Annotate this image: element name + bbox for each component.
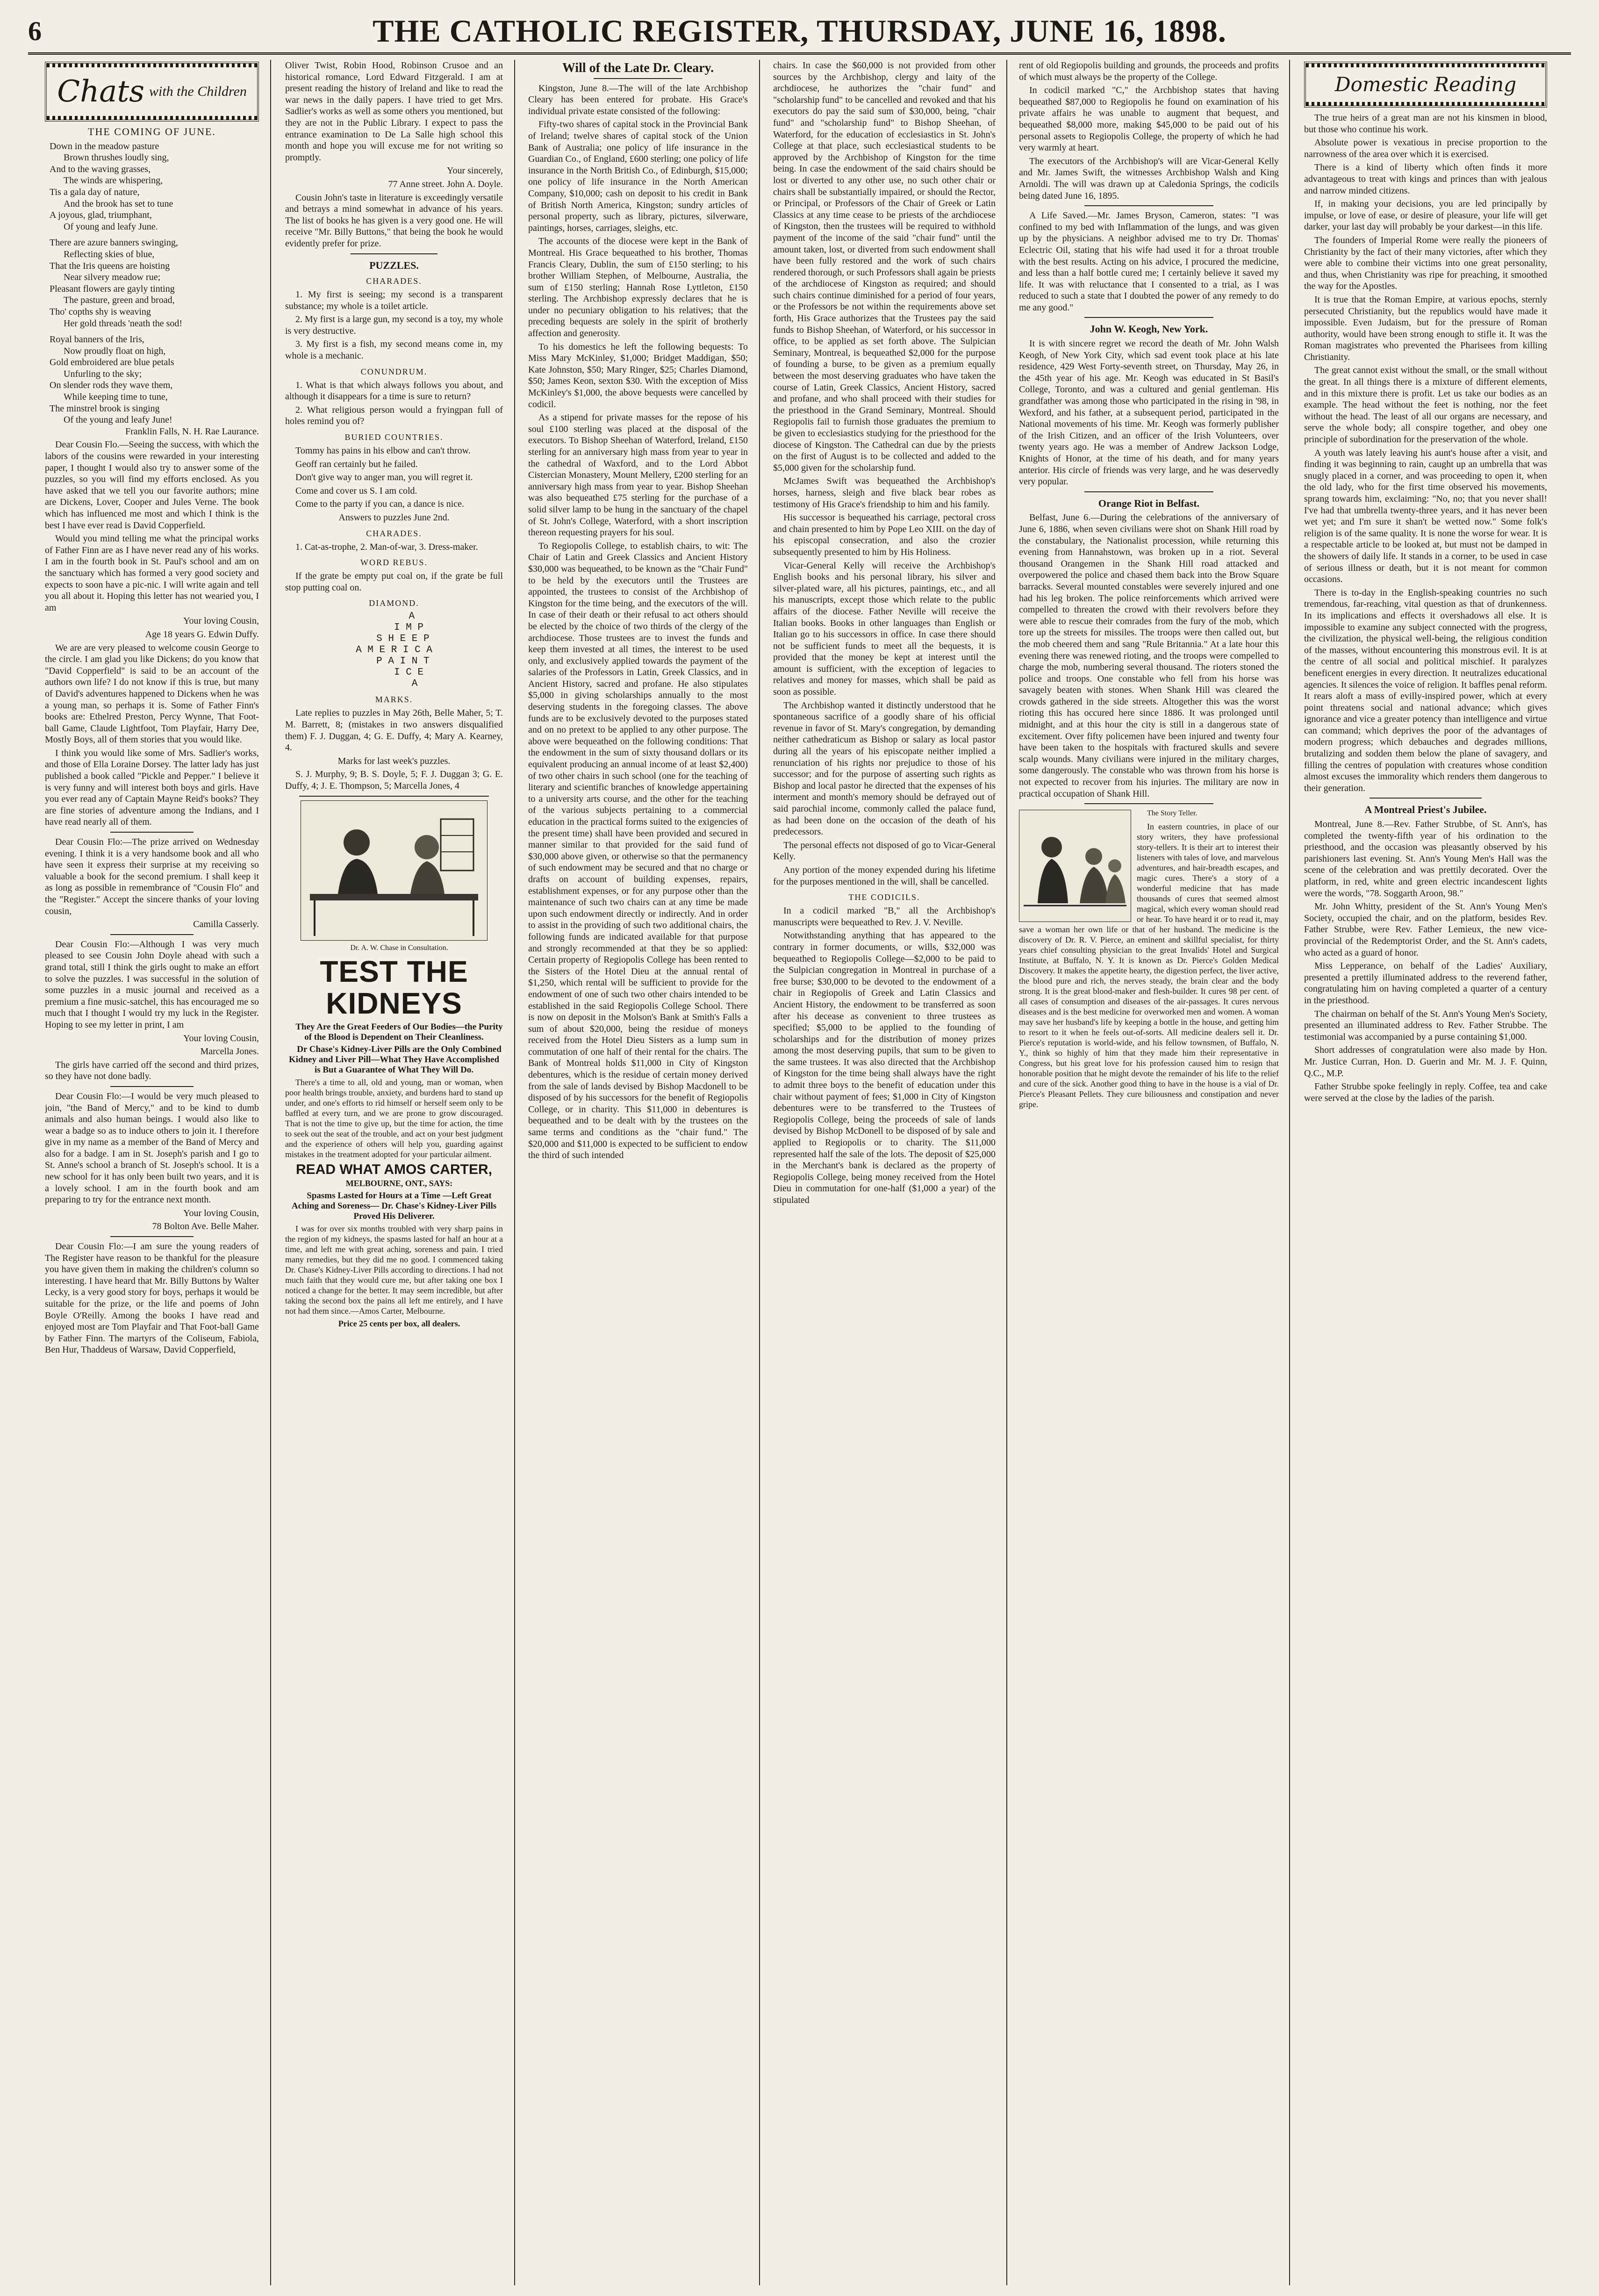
column-puzzles <box>285 60 503 2285</box>
poem-line: Brown thrushes loudly sing, <box>64 152 169 163</box>
divider <box>110 1236 194 1237</box>
article-paragraph: It is true that the Roman Empire, at various epochs, sternly persecuted Christianity, but the republics would have made it impossible. Even Judaism, but for the pressure of Roman authority, would have been strong enough to stifle it. It was the Roman magistrates who prevented the Pharisees from killing Christianity. <box>1304 294 1547 362</box>
article-paragraph: Vicar-General Kelly will receive the Archbishop's English books and his personal library, his silver and silver-plated ware, all his pictures, paintings, etc., and all his manuscripts, except those which relate to the public affairs of the diocese. Father Neville will receive the Italian books. Books in other languages than English or Italian go to his successors in office. In case there should not be sufficient funds to meet all the bequests, it is provided that the money be kept at interest until the amount is sufficient, with the exception of legacies to relatives and money for masses, which shall be paid as soon as possible. <box>773 560 996 698</box>
signature: Camilla Casserly. <box>193 919 259 930</box>
chats-header-small: with the Children <box>149 84 247 99</box>
signature: Age 18 years G. Edwin Duffy. <box>145 629 259 640</box>
article-paragraph: The executors of the Archbishop's will are Vicar-General Kelly and Mr. James Swift, the witnesses Archbishop Walsh and King Arnoldi. The will was drawn up at Caledonia Springs, the codicils being dated June 16, 1895. <box>1019 156 1279 201</box>
article-paragraph: In a codicil marked "B," all the Archbishop's manuscripts were bequeathed to Rev. J. V. Neville. <box>773 906 996 928</box>
column-rule <box>270 60 271 2285</box>
article-paragraph: His successor is bequeathed his carriage, pectoral cross and chain presented to him by Pope Leo XIII. on the day of his episcopal consecration, and also the crozier subsequently presented to him by His Holiness. <box>773 512 996 557</box>
ad-testimonial-head: READ WHAT AMOS CARTER, <box>296 1162 492 1178</box>
article-paragraph: To his domestics he left the following bequests: To Miss Mary McKinley, $1,000; Bridget Maddigan, $50; Kate Johnston, $50; Mary Ringer, $25; Charles Diamond, $50; James Keon, sexton $30. With the exception of Miss McKinley's $1,000, the above bequests were cancelled by codicil. <box>528 341 748 410</box>
article-paragraph: The great cannot exist without the small, or the small without the great. In all things there is a mixture of different elements, and in this mixture there is profit. Let us take our bodies as an example. The head without the feet is nothing, nor the feet without the head. The least of all our organs are necessary, and serve the whole body; all conspire together, and obey one principle of subordination for the preservation of the whole. <box>1304 365 1547 445</box>
article-paragraph: The founders of Imperial Rome were really the pioneers of Christianity by the fact of their many victories, after which they were able to combine their victims into one great personality, and thus, when Christianity was ripe for preaching, it smoothed the way for the Apostles. <box>1304 235 1547 292</box>
poem-line: On slender rods they wave them, <box>50 380 173 391</box>
column-will-continued <box>773 60 996 2285</box>
article-paragraph: McJames Swift was bequeathed the Archbishop's horses, harness, sleigh and five black bear robes as testimony of His Grace's friendship to him and his family. <box>773 476 996 510</box>
orange-riot-title: Orange Riot in Belfast. <box>1098 497 1200 509</box>
marks-last: S. J. Murphy, 9; B. S. Doyle, 5; F. J. Duggan 3; G. E. Duffy, 4; J. E. Thompson, 5; Marcella Jones, 4 <box>285 769 503 791</box>
puzzle-item: Come to the party if you can, a dance is nice. <box>295 499 464 510</box>
poem-line: Royal banners of the Iris, <box>50 334 144 345</box>
poem-line: Reflecting skies of blue, <box>64 249 155 259</box>
conundrum-title: CONUNDRUM. <box>360 367 428 376</box>
puzzle-item: 1. My first is seeing; my second is a transparent substance; my whole is a toilet article. <box>285 289 503 311</box>
diamond-puzzle: A I M P S H E E P A M E R I C A P A I N T I C E A <box>356 611 432 690</box>
article-paragraph: There is a kind of liberty which often finds it more advantageous to treat with kings and princes than with jealous and narrow minded citizens. <box>1304 162 1547 196</box>
column-chats-with-children <box>45 60 259 2285</box>
ad-subhead: Spasms Lasted for Hours at a Time —Left Great Aching and Soreness— Dr. Chase's Kidney-Liver Pills Proved His Deliverer. <box>291 1191 497 1222</box>
signature: Your loving Cousin, <box>183 1208 259 1218</box>
obituary: It is with sincere regret we record the death of Mr. John Walsh Keogh, of New York City, which sad event took place at his late residence, 429 West Forty-seventh street, on Thursday, May 26, in the 45th year of his age. Mr. Keogh was educated in St Basil's College, Toronto, and was a cultured and genial gentleman. His grandfather was among those who participated in the rising in '98, in Wexford, and his father, at a subsequent period, participated in the National movements of his time. Mr. Keogh was formerly publisher of the Irish Citizen, and an officer of the Irish Volunteers, over twenty years ago. He was a member of Andrew Jackson Lodge, Knights of Honor, at the time of his death, and for many years anterior. His circle of friends was very large, and he was deservedly very popular. <box>1019 338 1279 487</box>
column-rule <box>1006 60 1007 2285</box>
ad-headline: TEST THE KIDNEYS <box>320 955 468 1021</box>
ad-testimonial-location: MELBOURNE, ONT., SAYS: <box>345 1178 453 1188</box>
letter: Dear Cousin Flo:—Although I was very much pleased to see Cousin John Doyle ahead with such a grand total, still I think the girls ought to make an effort to solve the puzzles. I was successful in the solution of some puzzles in a music journal and received as a premium a fine music-satchel, this has encouraged me so much that I thought I would try my luck in the Register. Hoping to see my letter in print, I am <box>45 939 259 1030</box>
article-paragraph: Miss Lepperance, on behalf of the Ladies' Auxiliary, presented a prettily illuminated address to the reverend father, congratulating him on having completed a quarter of a century in the priesthood. <box>1304 961 1547 1006</box>
ad-testimonial-body: I was for over six months troubled with very sharp pains in the region of my kidneys, the spasms lasted for half an hour at a time, and left me with great aching, soreness and pain. I tried many remedies, but they did me no good. I commenced taking Dr. Chase's Kidney-Liver Pills according to directions. I had not much faith that they would cure me, but after taking one box I noticed a change for the better. It may seem incredible, but after taking the second box the pains all left me entirely, and I have not had them since.—Amos Carter, Melbourne. <box>285 1224 503 1316</box>
article-paragraph: Mr. John Whitty, president of the St. Ann's Young Men's Society, occupied the chair, and on the platform, besides Rev. Father Strubbe, were Rev. Father Lemieux, the new vice-provincial of the Redemptorist Order, and the St. Ann's cadets, who acted as a guard of honor. <box>1304 901 1547 958</box>
column-rule <box>514 60 515 2285</box>
article-paragraph: chairs. In case the $60,000 is not provided from other sources by the Archbishop, clergy and laity of the archdiocese, he authorizes the "chair fund" and "scholarship fund" to be cancelled and revoked and that his executors do pay the said sum of $30,000, being, "chair fund" and "scholarship fund" to Bishop Sheehan, of Waterford, for the education of ecclesiastics in St. John's College at that place, such ecclesiastical students to be approved by the Archbishop of Kingston for the time being. In case the endowment of the said chairs should be lost or diverted to any other use, no such other chair or chairs shall be substantially impaired, or should the Rector, or Principal, or Professors of the Chair of Greek or Latin Classics at any time cease to be priests of the archdiocese of Kingston, then the trustees will be required to withhold payment of the income of the said "chair fund" until the amount taken, lost, or diverted from such endowment shall have been fully restored and the work of such chairs rendered thorough, or such Professors shall again be priests of the archdiocese of Kingston as required; and should such chairs continue diminished for a period of four years, or the Professors be not within the requirements above set forth, His Grace authorizes that the Trustees pay the said funds to Bishop Sheehan, of Waterford, or his successor in office, to be applied as set forth above. The Sulpician Seminary, Montreal, is bequeathed $2,000 for the purpose of founding a burse, to be given as a premium equally between the most deserving graduates who have taken the course of Latin, Greek Classics, Ancient History, sacred and profane, and who shall proceed with their studies for the priesthood in the Grand Seminary, Montreal. Should Regiopolis fail to furnish those graduates the premium to be given to ecclesiastics studying for the priesthood for the diocese of Kingston. The Cathedral can due by the priests on the first of August is to be collected and added to the $5,000 given for the scholarship fund. <box>773 60 996 473</box>
divider <box>594 78 682 79</box>
answers-charades-title: CHARADES. <box>366 528 422 538</box>
article-paragraph: The true heirs of a great man are not his kinsmen in blood, but those who continue his work. <box>1304 113 1547 135</box>
signature: Marcella Jones. <box>200 1046 259 1057</box>
chats-header-big: Chats <box>57 74 144 109</box>
story-teller-caption: The Story Teller. <box>1147 809 1197 818</box>
divider <box>1084 317 1213 318</box>
puzzle-item: Come and cover us S. I am cold. <box>295 485 417 496</box>
puzzle-item: Geoff ran certainly but he failed. <box>295 459 418 469</box>
article-paragraph: The personal effects not disposed of go to Vicar-General Kelly. <box>773 840 996 862</box>
poem-line: Her gold threads 'neath the sod! <box>64 318 183 329</box>
poem-line: And the brook has set to tune <box>64 198 173 209</box>
divider <box>110 832 194 833</box>
puzzle-item: 3. My first is a fish, my second means come in, my whole is a mechanic. <box>285 339 503 361</box>
divider <box>1370 798 1482 799</box>
article-paragraph: Absolute power is vexatious in precise proportion to the narrowness of the area over which it is exercised. <box>1304 137 1547 159</box>
signature: Your loving Cousin, <box>183 616 259 626</box>
diamond-title: DIAMOND. <box>369 598 419 608</box>
letter: I think you would like some of Mrs. Sadlier's works, and those of Ella Loraine Dorsey. The latter lady has just published a book called "Pickle and Pepper." I believe it is very funny and will interest both boys and girls. Have you ever read any of Captain Mayne Reid's books? They are fine stories of adventure among the Indians, and I have read nearly all of them. <box>45 748 259 828</box>
buried-countries-title: BURIED COUNTRIES. <box>344 432 444 442</box>
doctor-illustration <box>301 800 488 941</box>
ad-price: Price 25 cents per box, all dealers. <box>338 1319 460 1329</box>
orange-riot-article: Belfast, June 6.—During the celebrations of the anniversary of June 6, 1886, when seven civilians were shot on Shank Hill road by the constabulary, the Nationalist procession, while returning this evening from Hannahstown, was broken up in a riot. Several thousand Orangemen in the Shank Hill road attacked and overpowered the police and chased them back into the Brow Square barracks. Several mounted constables were severely injured and one had his leg broken. The police reinforcements which arrived were compelled to threaten the crowd with their revolvers before they were able to rescue their comrades from the fury of the mob, which tore up the streets for missiles. The troops were then called out, but the mob cheered them and sang "Rule Britannia." At a late hour this evening there was renewed rioting, and the troops were compelled to charge the mob, numbering several thousand. The rioters stoned the police and troops. One constable who fell from his horse was savagely beaten with stones. When Shank Hill was cleared the crowds gathered in the side streets. Altogether this was the worst rioting this has occured here since 1886. It was prolonged until midnight, and at this hour the city is still in a dangerous state of excitement. Over fifty policemen have been injured and twenty four have been taken to the hospitals with fractured skulls and severe scalp wounds. Many civilians were injured in the military charges, some dangerously. The constable who was thrown from his horse is not expected to recover from his injuries. The military are now in practical occupation of Shank Hill. <box>1019 512 1279 799</box>
column-rule <box>1289 60 1290 2285</box>
story-teller-illustration <box>1019 810 1131 922</box>
letter: Dear Cousin Flo:—I would be very much pleased to join, "the Band of Mercy," and to be kind to dumb animals and also human beings. I would also like to wear a badge so as to induce others to join it. I therefore give in my name as a member of the Band of Mercy and also for a badge. I am in St. Joseph's parish and I go to St. Anne's school a branch of St. Joseph's school. It is a new school for it has only been built two years, and it is a lovely school. I am in the fourth book and am preparing to try for the entrance next month. <box>45 1091 259 1205</box>
marks-last-title: Marks for last week's puzzles. <box>337 756 451 766</box>
article-paragraph: The chairman on behalf of the St. Ann's Young Men's Society, presented an illuminated address to Rev. Father Strubbe. The testimonial was accompanied by a purse containing $1,000. <box>1304 1008 1547 1042</box>
codicils-title: THE CODICILS. <box>848 892 920 902</box>
divider <box>1084 803 1213 804</box>
poem-line: Tis a gala day of nature, <box>50 187 140 197</box>
letter: Would you mind telling me what the principal works of Father Finn are as I have never read any of his works. I am in the fourth book in St. Paul's school and am on the sanctuary which has formed a very good society and expects to soon have a pic-nic. I will write again and tell you all about it. Hoping this letter has not wearied you, I am <box>45 533 259 613</box>
divider <box>110 934 194 935</box>
domestic-reading-title: Domestic Reading <box>1334 72 1517 96</box>
divider <box>1084 205 1213 206</box>
poem-line: Tho' copths shy is weaving <box>50 306 151 317</box>
poem-line: Pleasant flowers are gayly tinting <box>50 283 175 294</box>
article-paragraph: Any portion of the money expended during his lifetime for the purposes mentioned in the will, shall be cancelled. <box>773 864 996 887</box>
column-domestic-reading <box>1304 60 1547 2285</box>
signature: 78 Bolton Ave. Belle Maher. <box>152 1221 259 1232</box>
poem-line: Of young and leafy June. <box>64 221 158 232</box>
puzzle-item: Tommy has pains in his elbow and can't throw. <box>295 446 471 456</box>
article-paragraph: There is to-day in the English-speaking countries no such tremendous, far-reaching, vital question as that of drunkenness. In its implications and effects it overshadows all else. It is impossible to examine any subject connected with the progress, the civilization, the physical well-being, the religious condition of the masses, without encountering this monstrous evil. It is at the centre of all social and political mischief. It paralyzes beneficent energies in every direction. It neutralizes educational agencies. It silences the voice of religion. It baffles penal reform. It rears aloft a mass of evilly-inspired power, which at every point threatens social and national advance; which gives ignorance and vice a greater potency than intelligence and virtue can command; which deprives the poor of the advantages of modern progress; which debauches and degrades millions, brutalizing and sodden them below the plane of savagery, and filling the centres of population with creatures whose condition almost excuses the immorality which renders them dangerous to their generation. <box>1304 587 1547 793</box>
column-rule <box>759 60 760 2285</box>
divider <box>1084 491 1213 492</box>
letter: Dear Cousin Flo.—Seeing the success, with which the labors of the cousins were rewarded in your interesting paper, I thought I would also try to answer some of the puzzles, so you will find my efforts enclosed. As you have asked that we tell you our favorite authors; mine are Dickens, Lover, Cooper and Jules Verne. The book which has influenced me most and which I think is the best I have ever read is David Copperfield. <box>45 439 259 531</box>
poem-line: The minstrel brook is singing <box>50 403 160 414</box>
article-paragraph: Kingston, June 8.—The will of the late Archbishop Cleary has been entered for probate. His Grace's individual private estate consisted of the following: <box>528 83 748 116</box>
article-paragraph: To Regiopolis College, to establish chairs, to wit: The Chair of Latin and Greek Classics and Ancient History $30,000 was bequeathed, to be known as the "Chair Fund" to be held by the executors until the Trustees are appointed, the trustees to consist of the Archbishop of Kingston for the time being, and the executors of the will. In case of their death or their refusal to act others should be elected by the choice of two thirds of the clergy of the archdiocese. Those trustees are to invest the funds and keep them invested at all times, the interest to be used only, and exclusively applied towards the payment of the salaries of the Professors in Latin, Greek Classics, and in Ancient History, sacred and profane. He also stipulates $5,000 in giving scholarships annually to the most deserving students in the foregoing classes. The above funds are to be exclusively devoted to the purposes stated and on no pretext to be applied to any other purpose. The above were bequeathed on the following conditions: That the endowment in the sum of sixty thousand dollars or its equivalent producing an annual income of at least $2,400) of two other chairs in such school (one for the teaching of literary and scientific branches of knowledge appertaining to a university arts course, and the other for the teaching of the various subjects pertaining to a commercial education in the practical forms suited to the exigencies of the present time) shall have been provided and secured in manner similar to that provided for the said fund of $30,000 above given, or otherwise so that the permanency of such endowment may be secured and that no charge or drafts on account of building expenses, repairs, establishment expenses, or for any purpose other than the maintenance of such two chairs can at any time be made upon such endowment directly or indirectly. And in order to assist in the providing of such two additional chairs, the following funds are indicated available for that purpose and strongly recommended at that they be so applied: Certain property of Regiopolis College has been rented to the Sisters of the Hotel Dieu at the annual rental of $1,250, which rental will be sufficient to provide for the endowment of one of such two other chairs intended to be established in the said Regiopolis College School. There is now on deposit in the Molson's Bank at Smith's Falls a sum of about $20,000, being the residue of moneys received from the Hotel Dieu Sisters as a lump sum in commutation of one half of their rental for the chairs. The Bank of Montreal holds $11,000 in City of Kingston debentures, which is the residue of certain money derived from the sale of lands devised by Bishop Macdonell to be disposed of by his successors for the benefit of Regiopolis College, or in charity. This $11,000 in debentures is bequeathed and to be dealt with by the trustees on the same terms and conditions as the "chair fund." The $20,000 and $11,000 is expected to be sufficient to endow the third of such intended <box>528 540 748 1161</box>
word-rebus-title: WORD REBUS. <box>360 558 428 568</box>
editor-reply: Cousin John's taste in literature is exceedingly versatile and betrays a mind somewhat in advance of his years. The list of books he has given is a very good one. He will receive "Mr. Billy Buttons," that being the book he would evidently prefer for prize. <box>285 192 503 249</box>
keogh-title: John W. Keogh, New York. <box>1090 323 1208 335</box>
illustration-caption: Dr. A. W. Chase in Consultation. <box>350 943 448 952</box>
puzzles-title: PUZZLES. <box>369 259 419 271</box>
answers-title: Answers to puzzles June 2nd. <box>338 512 450 523</box>
letter: The girls have carried off the second and third prizes, so they have not done badly. <box>45 1059 259 1082</box>
article-paragraph: In codicil marked "C," the Archbishop states that having bequeathed $87,000 to Regiopolis he found on examination of his private affairs he was unable to augment that bequest, and bequeathed $8,000 more, making $45,000 to be paid out of his personal assets to Regiopolis College, the property of which he had very warmly at heart. <box>1019 85 1279 153</box>
divider <box>351 253 437 254</box>
letter: Dear Cousin Flo:—I am sure the young readers of The Register have reason to be thankful for the pleasure you have given them in making the children's column so interesting. I have heard that Mr. Billy Buttons by Walter Lecky, is a very good story for boys, perhaps it would be suitable for the prize, or the life and poems of John Boyle O'Reilly. Among the books I have read and enjoyed most are Tom Playfair and That Foot-ball Game by Father Finn. The martyrs of the Coliseum, Fabiola, Ben Hur, Thaddeus of Warsaw, David Copperfield, <box>45 1241 259 1355</box>
article-paragraph: The Archbishop wanted it distinctly understood that he spontaneous sacrifice of a goodly share of his official revenue in favor of St. Mary's congregation, by demanding neither cathedraticum as Bishop or salary as local pastor during all the years of his episcopate neither implied a renunciation of his rights nor prejudice to those of his successor; and for the purpose of asserting such rights as Bishop and local pastor he directed that the expenses of his interment and month's memory should be defrayed out of said parochial income, commonly called the palace fund, as had been done on the occasion of the death of his predecessors. <box>773 700 996 837</box>
page-number: 6 <box>28 15 42 46</box>
marks: Late replies to puzzles in May 26th, Belle Maher, 5; T. M. Barrett, 8; (mistakes in two answers disqualified them) F. J. Duggan, 4; G. E. Duffy, 4; Mary A. Kearney, 4. <box>285 708 503 753</box>
column-will-of-dr-cleary <box>528 60 748 2285</box>
letter-continued: Oliver Twist, Robin Hood, Robinson Crusoe and an historical romance, Lord Edward Fitzgerald. I am at present reading the history of Ireland and like to read the war news in the daily papers. I have tried to get Mrs. Sadlier's works as well as some others you mentioned, but they are not in the Public Library. I expect to pass the entrance examination to De La Salle high school this month and hope you will excuse me for not writing so promptly. <box>285 60 503 163</box>
poem-line: The pasture, green and broad, <box>64 295 175 306</box>
poem-line: Unfurling to the sky; <box>64 368 142 379</box>
ad-subhead: They Are the Great Feeders of Our Bodies—the Purity of the Blood is Dependent on Their Cleanliness. <box>295 1022 503 1043</box>
letter: Dear Cousin Flo:—The prize arrived on Wednesday evening. I think it is a very handsome book and all who have seen it express their surprise at my receiving so valuable a book for the second premium. I shall keep it as long as possible in remembrance of "Cousin Flo" and the "Register." Accept the sincere thanks of your loving cousin, <box>45 837 259 916</box>
word-rebus: If the grate be empty put coal on, if the grate be full stop putting coal on. <box>285 571 503 593</box>
divider <box>299 796 489 797</box>
article-paragraph: Notwithstanding anything that has appeared to the contrary in former documents, or wills, $32,000 was bequeathed to Regiopolis College—$2,000 to be paid to the Sulpician congregation in Montreal in purchase of a free burse; $30,000 to be devoted to the endowment of a chair in Regiopolis of Greek and Latin Classics and Ancient History, the endowment to be transferred as soon after his decease as convenient to three trustees as specified; $5,000 to be applied to the founding of scholarships and for the distribution of money prizes among the most deserving pupils, that sum to be given to the same trustees. It was also directed that the Archbishop of Kingston for the time being shall always have the right to admit three boys to the benefit of education under this chair without payment of fees; $1,000 in City of Kingston debentures were to be transferred to the Trustees of Regiopolis College, being the proceeds of sale of lands devised by Bishop McDonell to be disposed of by sale and applied to Regiopolis or to charity. The $11,000 represented half the sale of the lots. The deposit of $25,000 in the Merchant's bank is declared as the property of Regiopolis College, being money received from the Hotel Dieu in commutation for one-half ($1,000 a year) of the stipulated <box>773 930 996 1205</box>
poem-title: THE COMING OF JUNE. <box>88 126 216 137</box>
ad-body: There's a time to all, old and young, man or woman, when poor health brings trouble, anxiety, and burdens hard to stand up under, and one's efforts to rid himself or herself seem only to be baffled at every turn, and we are prone to grow discouraged. That is not the time to give up, but the time for action, the time to seek out the seat of the trouble, and act on your best judgment and the experience of others will help you, guarding against mistakes in the treatment adopted for your particular ailment. <box>285 1078 503 1159</box>
poem-line: Now proudly float on high, <box>64 345 166 356</box>
article-paragraph: Fifty-two shares of capital stock in the Provincial Bank of Ireland; twelve shares of capital stock of the Union Bank of Australia; one policy of life insurance in the Guardian Co., of England, £600 sterling; one policy of life insurance in the North British Co., of Edinburgh, $15,000; one policy of life insurance in the North American Company, $10,000; cash on deposit to his credit in Bank of British North America, Kingston; sundry articles of personal property, such as library, pictures, silverware, paintings, horses, carriages, sleighs, etc. <box>528 119 748 233</box>
signature: 77 Anne street. John A. Doyle. <box>388 179 503 189</box>
poem-line: And to the waving grasses, <box>50 164 151 174</box>
ad-subhead: Dr Chase's Kidney-Liver Pills are the Only Combined Kidney and Liver Pill—What They Have Accomplished is But a Guarantee of What They Will Do. <box>288 1044 502 1075</box>
signature: Your sincerely, <box>447 166 503 176</box>
masthead <box>28 9 1571 55</box>
puzzle-item: 2. My first is a large gun, my second is a toy, my whole is very destructive. <box>285 314 503 336</box>
letter: We are are very pleased to welcome cousin George to the circle. I am glad you like Dickens; do you know that "David Copperfield" is said to be an account of the authors own life? I do not know if this is true, but many of David's adventures happened to Dickens when he was a young man, so perhaps it is. Some of Father Finn's books are: Ethelred Preston, Percy Wynne, That Foot-ball Game, Claude Lightfoot, Tom Playfair, Harry Dee, Mostly Boys, all of them stories that you would like. <box>45 642 259 745</box>
newspaper-title: THE CATHOLIC REGISTER, THURSDAY, JUNE 16, 1898. <box>373 13 1226 49</box>
poem-line: That the Iris queens are hoisting <box>50 260 170 271</box>
poem-line: Of the young and leafy June! <box>64 415 172 425</box>
poem-line: Gold embroidered are blue petals <box>50 357 174 368</box>
domestic-reading-header <box>1304 62 1547 108</box>
article-title: Will of the Late Dr. Cleary. <box>562 61 714 75</box>
signature: Your loving Cousin, <box>183 1033 259 1044</box>
answers-charades: 1. Cat-as-trophe, 2. Man-of-war, 3. Dress-maker. <box>295 541 478 552</box>
life-saved-ad: A Life Saved.—Mr. James Bryson, Cameron, states: "I was confined to my bed with Inflammation of the lungs, and was given up by the physicians. A neighbor advised me to try Dr. Thomas' Eclectric Oil, stating that his wife had used it for a throat trouble with the best results. Acting on his advice, I procured the medicine, and less than a half bottle cured me; I certainly believe it saved my life. It was with reluctance that I consented to a trial, as I was reduced to such a state that I doubted the power of any remedy to do me any good." <box>1019 210 1279 313</box>
article-paragraph: rent of old Regiopolis building and grounds, the proceeds and profits of which must always be the property of the College. <box>1019 60 1279 82</box>
article-paragraph: If, in making your decisions, you are led principally by impulse, or love of ease, or desire of pleasure, your life will get darker, your last day will probably be your darkest—in this life. <box>1304 199 1547 232</box>
poem-line: The winds are whispering, <box>64 175 163 186</box>
article-paragraph: Montreal, June 8.—Rev. Father Strubbe, of St. Ann's, has completed the twenty-fifth year of his ordination to the priesthood, and the occasion was pleasantly observed by his parishioners last evening. St. Ann's Young Men's Hall was the scene of the celebration and was prettily decorated. Over the platform, in red, white and green electric incandescent lights were the words, "78. Soggarth Aroon, 98." <box>1304 819 1547 899</box>
divider <box>110 1086 194 1087</box>
article-paragraph: Short addresses of congratulation were also made by Hon. Mr. Justice Curran, Hon. D. Guerin and Mr. M. J. F. Quinn, Q.C., M.P. <box>1304 1045 1547 1079</box>
charades-title: CHARADES. <box>366 276 422 286</box>
marks-title: MARKS. <box>375 695 413 705</box>
column-news <box>1019 60 1279 2285</box>
puzzle-item: Don't give way to anger man, you will regret it. <box>295 472 473 483</box>
poem-line: While keeping time to tune, <box>64 392 168 403</box>
poem-line: There are azure banners swinging, <box>50 238 178 248</box>
chats-header <box>45 62 259 122</box>
poem-line: A joyous, glad, triumphant, <box>50 210 152 221</box>
puzzle-item: 2. What religious person would a fryingpan full of holes remind you of? <box>285 404 503 427</box>
poem-line: Near silvery meadow rue; <box>64 272 161 283</box>
jubilee-title: A Montreal Priest's Jubilee. <box>1364 804 1487 816</box>
poem-line: Down in the meadow pasture <box>50 141 159 151</box>
story-teller-ad: In eastern countries, in place of our story writers, they have professional story-tellers. It is their art to interest their listeners with tales of love, and marvelous adventures, and hair-breadth escapes, and magic cures. There's a story of a wonderful medicine that has made thousands of cures that seemed almost magical, which every woman should read or hear. To have heard it or to read it, may save a woman her own life or that of her husband. The medicine is the discovery of Dr. R. V. Pierce, an eminent and skillful specialist, for thirty years chief consulting physician to the great Invalids' Hotel and Surgical Institute, at Buffalo, N. Y. It is known as Dr. Pierce's Golden Medical Discovery. It makes the appetite hearty, the digestion perfect, the liver active, the blood pure and rich, the nerves steady, the brain clear and the body strong. It is the great blood-maker and flesh-builder. It cures 98 per cent. of all cases of consumption and diseases of the air-passages. It cures nervous diseases and is the best medicine for overworked men and women. A woman may save her husband's life by keeping a bottle in the house, and getting him to resort to it when he feels out-of-sorts. All medicine dealers sell it. Dr. Pierce's reputation is world-wide, and his fellow townsmen, of Buffalo, N. Y., think so highly of him that they made him their representative in Congress, but his great love for his profession caused him to resign that honorable position that he might devote the remainder of his life to the relief and cure of the sick. Another good thing to have in the house is a vial of Dr. Pierce's Pleasant Pellets. They cure biliousness and constipation and never gripe. <box>1019 821 1279 1109</box>
poem <box>45 141 259 426</box>
article-paragraph: The accounts of the diocese were kept in the Bank of Montreal. His Grace bequeathed to his brother, Thomas Francis Cleary, Dublin, the sum of £150 sterling; to his brother William Stephen, of Melbourne, Australia, the sum of £150 sterling; Hannah Rose Lyttleton, £150 sterling. The Archbishop expressly declares that he is under no pecuniary obligation to his relatives; that the preceding bequests are solely in the spirit of brotherly affection and generosity. <box>528 236 748 339</box>
article-paragraph: A youth was lately leaving his aunt's house after a visit, and finding it was beginning to rain, caught up an umbrella that was snugly placed in a corner, and was proceeding to open it, when the old lady, who for the first time observed his movements, sprang towards him, exclaiming: "No, no; that you never shall! I've had that umbrella twenty-three years, and it has never been wet yet; and I'm sure it shan't be wetted now." Some folk's religion is of the same quality. It is none the worse for wear. It is a respectable article to be looked at, but must not be damped in the showers of daily life. It stands in a corner, to be used in case of serious illness or death, but it is not meant for common occasions. <box>1304 447 1547 585</box>
poem-signature: Franklin Falls, N. H. Rae Laurance. <box>125 426 259 437</box>
article-paragraph: As a stipend for private masses for the repose of his soul £100 sterling was placed at the disposal of the executors. To Bishop Sheehan of Waterford, Ireland, £150 sterling for an anniversary high mass from year to year in the cathedral of Waxford, and to the Lord Abbot Cistercian Monastery, Mount Mellery, £200 sterling for an anniversary high mass from year to year. Bishop Sheehan was also bequeathed £75 sterling for the purchase of a solid silver lamp to be hung in the sanctuary of the chapel of St. John's College, Waterford, with a short inscription thereon requesting prayers for his soul. <box>528 412 748 538</box>
article-paragraph: Father Strubbe spoke feelingly in reply. Coffee, tea and cake were served at the close by the ladies of the parish. <box>1304 1081 1547 1103</box>
puzzle-item: 1. What is that which always follows you about, and although it disappears for a time is sure to return? <box>285 380 503 402</box>
